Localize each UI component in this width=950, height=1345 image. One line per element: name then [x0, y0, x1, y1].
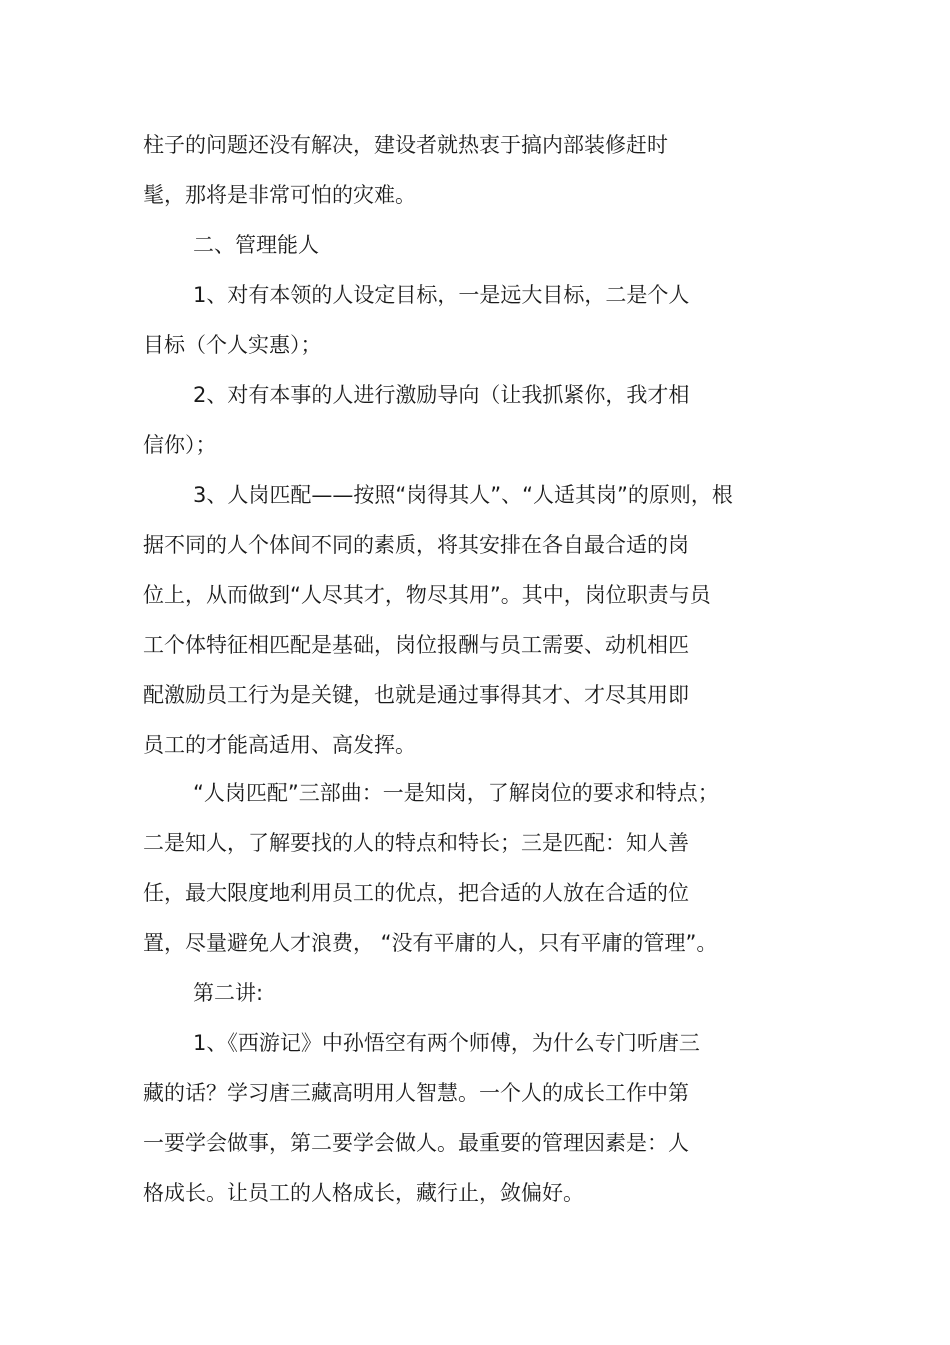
text-line: 信你）；	[143, 433, 217, 457]
text-line: 1、对有本领的人设定目标，一是远大目标，二是个人	[193, 283, 690, 307]
text-line: 任，最大限度地利用员工的优点，把合适的人放在合适的位	[143, 881, 689, 905]
text-line: 二是知人，了解要找的人的特点和特长；三是匹配：知人善	[143, 831, 689, 855]
text-line: 柱子的问题还没有解决，建设者就热衷于搞内部装修赶时	[143, 133, 668, 157]
text-line: 髦，那将是非常可怕的灾难。	[143, 183, 416, 207]
text-line: 一要学会做事，第二要学会做人。最重要的管理因素是：人	[143, 1131, 689, 1155]
text-line: 2、对有本事的人进行激励导向（让我抓紧你，我才相	[193, 383, 690, 407]
text-line: 据不同的人个体间不同的素质，将其安排在各自最合适的岗	[143, 533, 689, 557]
text-line: 员工的才能高适用、高发挥。	[143, 733, 416, 757]
text-line: “人岗匹配”三部曲：一是知岗，了解岗位的要求和特点；	[193, 781, 719, 805]
text-line: 目标（个人实惠）；	[143, 333, 322, 357]
text-line: 置，尽量避免人才浪费， “没有平庸的人，只有平庸的管理”。	[143, 931, 718, 955]
text-line: 格成长。让员工的人格成长，藏行止，敛偏好。	[143, 1181, 584, 1205]
text-line: 配激励员工行为是关键，也就是通过事得其才、才尽其用即	[143, 683, 689, 707]
section-heading: 第二讲:	[193, 981, 264, 1005]
section-heading: 二、管理能人	[193, 233, 319, 257]
text-line: 3、人岗匹配——按照“岗得其人”、“人适其岗”的原则，根	[193, 483, 733, 507]
text-line: 工个体特征相匹配是基础，岗位报酬与员工需要、动机相匹	[143, 633, 689, 657]
text-line: 藏的话？学习唐三藏高明用人智慧。一个人的成长工作中第	[143, 1081, 689, 1105]
text-line: 位上，从而做到“人尽其才，物尽其用”。其中，岗位职责与员	[143, 583, 711, 607]
text-line: 1、《西游记》中孙悟空有两个师傅，为什么专门听唐三	[193, 1031, 700, 1055]
